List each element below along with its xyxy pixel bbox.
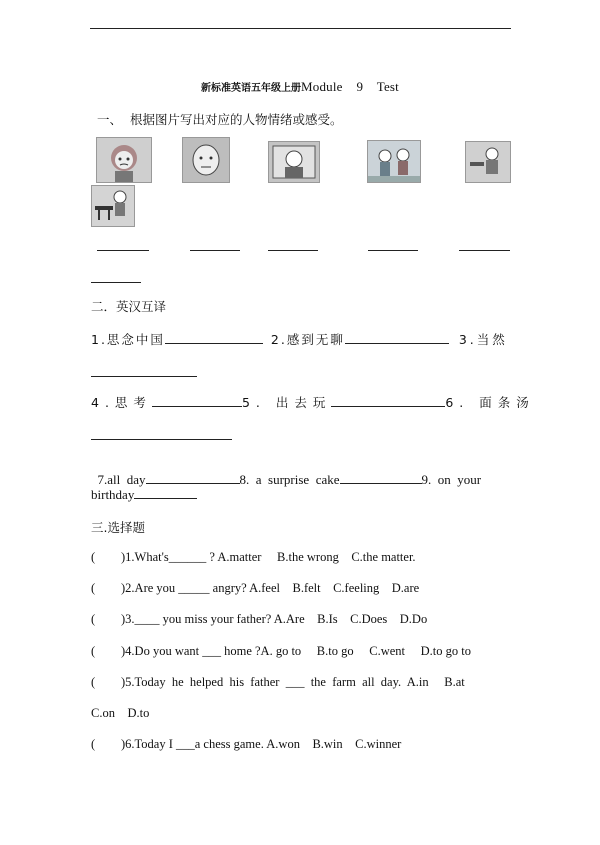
answer-paren-open: ( [91, 581, 96, 595]
question-text: )2.Are you _____ angry? A.feel B.felt C.feeling D.are [121, 581, 420, 595]
picture-bored-boy [182, 137, 230, 183]
answer-blank-4[interactable] [368, 250, 418, 251]
picture-angry-kids [367, 140, 421, 183]
top-rule [90, 28, 511, 29]
q2-blank[interactable] [345, 332, 449, 344]
q3-label: 3.当然 [458, 332, 508, 347]
q7-label: 7.all day [97, 472, 146, 487]
picture-tired-man [465, 141, 511, 183]
answer-blank-2[interactable] [190, 250, 240, 251]
translation-row-1 [91, 330, 508, 348]
question-text: )5.Today he helped his father ___ the farm all day. A.in B.at [121, 675, 465, 689]
translation-row-4 [91, 487, 197, 503]
answer-blank-5[interactable] [459, 250, 510, 251]
q8-label: 8. a surprise cake [239, 472, 340, 487]
q7-blank[interactable] [146, 472, 240, 484]
section2-heading: 二．英汉互译 [91, 299, 167, 314]
answer-blank-6[interactable] [91, 282, 141, 283]
q5-blank[interactable] [331, 395, 445, 407]
choice-question-6[interactable] [91, 737, 401, 752]
question-text: )1.What's______ ? A.matter B.the wrong C.the matter. [121, 550, 416, 564]
answer-paren-open: ( [91, 550, 96, 564]
q2-label: 2.感到无聊 [270, 332, 345, 347]
q1-label: 1.思念中国 [91, 332, 165, 347]
q5-label: 5. 出去玩 [241, 395, 332, 410]
picture-chess-player [91, 185, 135, 227]
translation-row-3 [91, 456, 481, 488]
choice-question-1[interactable] [91, 550, 416, 565]
translation-row-2 [91, 393, 535, 411]
choice-question-5-cont [91, 706, 149, 721]
choice-question-5[interactable] [91, 675, 465, 690]
answer-paren-open: ( [91, 612, 96, 626]
q9-blank[interactable] [134, 487, 197, 499]
question-text: C.on D.to [91, 706, 150, 720]
q9-label-cont: birthday [91, 487, 135, 502]
answer-paren-open: ( [91, 675, 96, 689]
q4-blank[interactable] [152, 395, 242, 407]
question-text: )4.Do you want ___ home ?A. go to B.to go C.went D.to go to [121, 644, 471, 658]
q6-blank[interactable] [91, 439, 232, 440]
q3-blank[interactable] [91, 376, 197, 377]
q1-blank[interactable] [165, 332, 263, 344]
page-title [0, 79, 600, 95]
question-text: )6.Today I ___a chess game. A.won B.win C.winner [121, 737, 402, 751]
section1-heading: 一、 根据图片写出对应的人物情绪或感受。 [97, 112, 343, 127]
question-text: )3.____ you miss your father? A.Are B.Is C.Does D.Do [121, 612, 428, 626]
q4-label: 4.思考 [91, 395, 152, 410]
choice-question-4[interactable] [91, 644, 471, 659]
answer-paren-open: ( [91, 737, 96, 751]
picture-worried-girl [96, 137, 152, 183]
picture-sad-man [268, 141, 320, 183]
choice-question-2[interactable] [91, 581, 419, 596]
answer-blank-3[interactable] [268, 250, 318, 251]
q8-blank[interactable] [340, 472, 422, 484]
title-english: Module 9 Test [301, 79, 399, 94]
q9-label: 9. on your [421, 472, 482, 487]
answer-paren-open: ( [91, 644, 96, 658]
section3-heading: 三.选择题 [91, 520, 145, 535]
q6-label: 6. 面条汤 [445, 395, 535, 410]
choice-question-3[interactable] [91, 612, 427, 627]
title-chinese: 新标准英语五年级上册 [201, 83, 301, 94]
answer-blank-1[interactable] [97, 250, 149, 251]
